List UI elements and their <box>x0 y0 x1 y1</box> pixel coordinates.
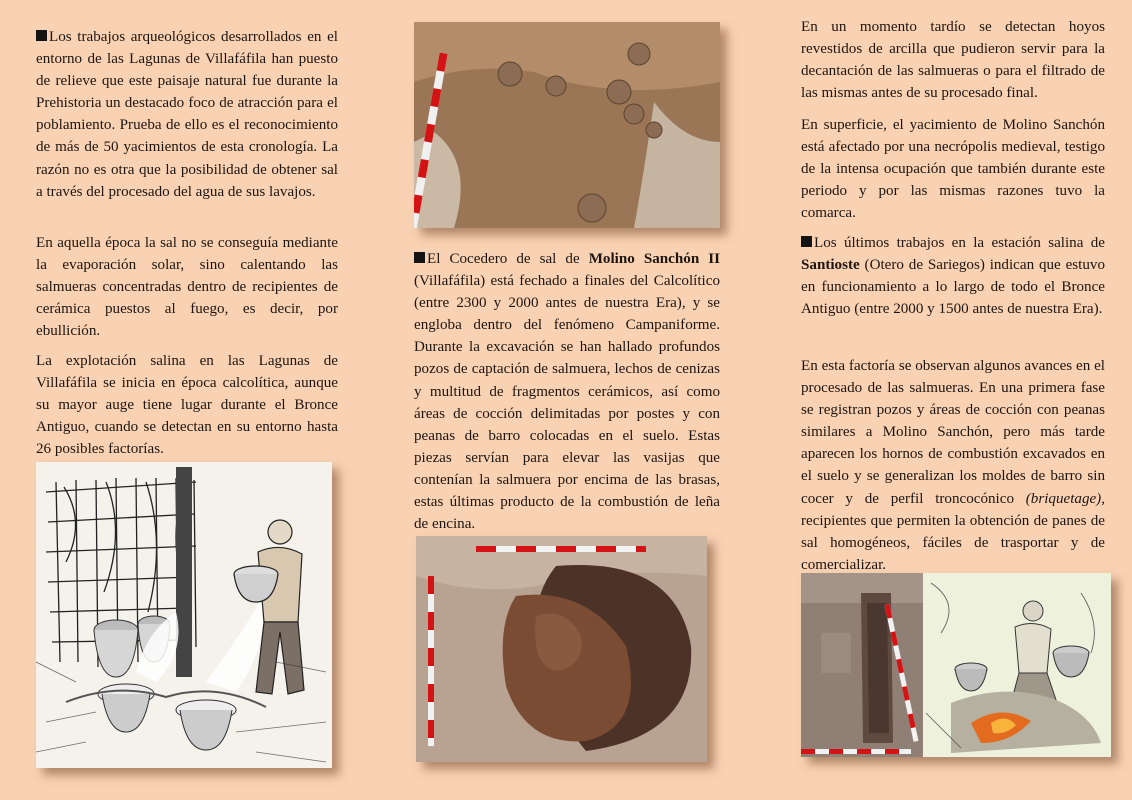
kiln-photo-and-illustration <box>801 573 1111 757</box>
site-name-santioste: Santioste <box>801 257 860 274</box>
paragraph-explotacion: La explotación salina en las Lagunas de Villafáfila se inicia en época calcolítica, aunque su mayor auge tiene lugar durante el Bronce Antiguo, cuando se detectan en su entorno hasta 26 posibles factorías. <box>36 353 338 458</box>
salt-boiling-illustration <box>36 462 332 768</box>
paragraph-factoria: En esta factoría se observan algunos avances en el procesado de las salmueras. En una primera fase se registran pozos y áreas de cocción con peanas similares a Molino Sanchón, pero más tarde aparecen los hornos de combustión excavados en el suelo y se generalizan los moldes de barro sin cocer y de perfil troncocónico (briquetage), recipientes que permiten la obtención de panes de sal homogéneos, fáciles de trasportar y de comercializar. <box>801 358 1105 573</box>
paragraph-molino-sanchon: El Cocedero de sal de Molino Sanchón II (Villafáfila) está fechado a finales del Calcolítico (entre 2300 y 2000 antes de nuestra Era), y se engloba dentro del fenómeno Campaniforme. Durante la excavación se han hallado profundos pozos de captación de salmuera, lechos de cenizas y multitud de fragmentos cerámicos, así como áreas de cocción delimitadas por postes y con peanas de barro colocadas en el suelo. Estas piezas servían para elevar las vasijas que contenían la salmuera por encima de las brasas, estas últimas producto de la combustión de leña de encina. <box>414 251 720 533</box>
paragraph-necropolis: En superficie, el yacimiento de Molino Sanchón está afectado por una necrópolis medieval, testigo de la intensa ocupación que también durante este periodo y por las mismas razones tuvo la comarca. <box>801 117 1105 222</box>
paragraph-intro <box>36 26 338 203</box>
term-briquetage: (briquetage) <box>1025 490 1102 507</box>
paragraph-santioste: Los últimos trabajos en la estación salina de Santioste (Otero de Sariegos) indican que estuvo en funcionamiento a lo largo de todo el Bronce Antiguo (entre 2000 y 1500 antes de nuestra Era). <box>801 235 1105 318</box>
excavation-photo-pit-section <box>416 536 707 762</box>
intro-text: Los trabajos arqueológicos desarrollados en el entorno de las Lagunas de Villafáfila han puesto de relieve que este paisaje natural fue durante la Prehistoria un destacado foco de atracción para el poblamiento. Prueba de ello es el reconocimiento de más de 50 yacimientos de esta cronología. La razón no es otra que la posibilidad de obtener sal a través del procesado del agua de sus lavajos. <box>36 29 338 200</box>
paragraph-hoyos: En un momento tardío se detectan hoyos revestidos de arcilla que pudieron servir para la decantación de las salmueras o para el filtrado de las mismas antes de su procesado final. <box>801 19 1105 102</box>
bullet-square <box>801 236 812 247</box>
bullet-square <box>414 252 425 263</box>
paragraph-ebullicion: En aquella época la sal no se conseguía mediante la evaporación solar, sino calentando las salmueras concentradas dentro de recipientes de cerámica puestos al fuego, es decir, por ebullición. <box>36 235 338 340</box>
bullet-square <box>36 30 47 41</box>
excavation-photo-pits <box>414 22 720 228</box>
site-name-molino: Molino Sanchón II <box>588 251 720 267</box>
